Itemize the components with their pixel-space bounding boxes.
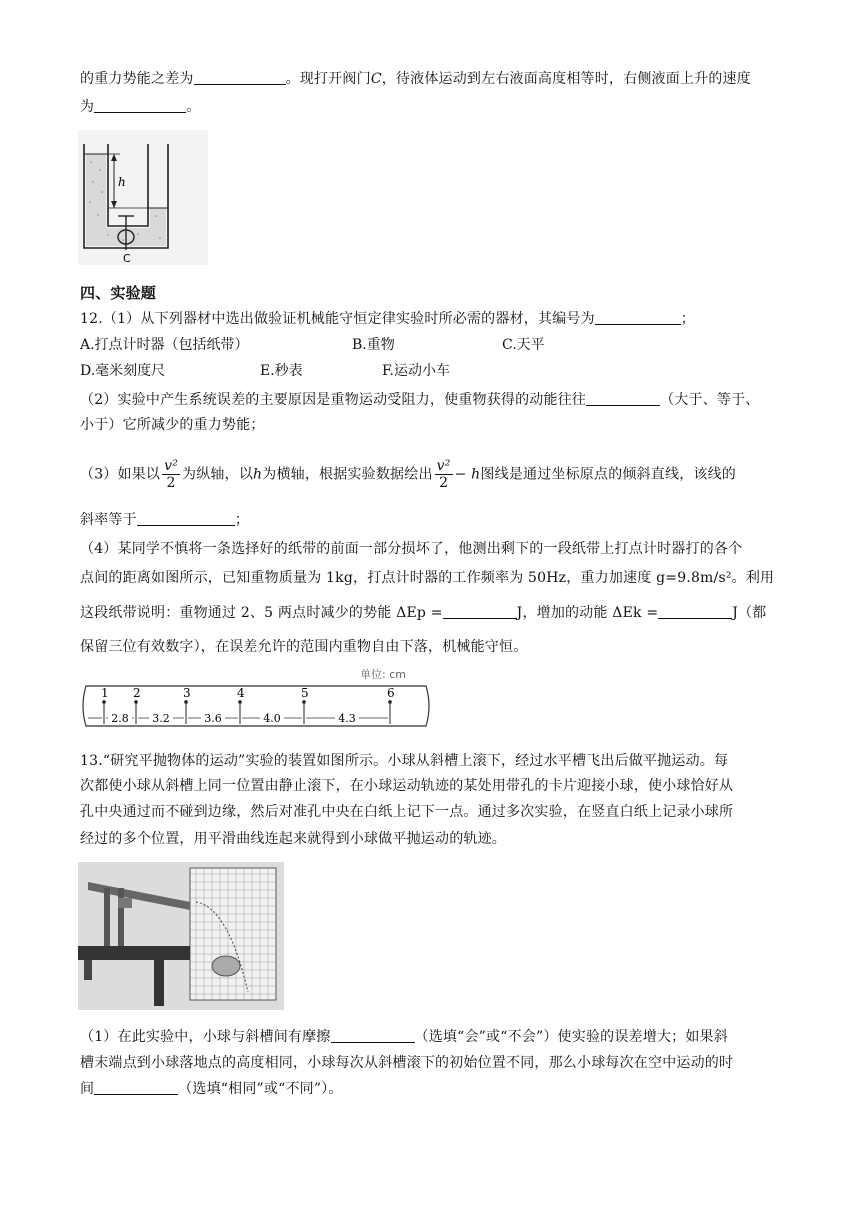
option-d: D.毫米刻度尺	[80, 363, 166, 379]
tape-dot	[388, 700, 392, 704]
u-tube-figure	[78, 130, 208, 265]
text-line	[80, 538, 784, 560]
answer-blank[interactable]	[595, 308, 681, 325]
text: （2）实验中产生系统误差的主要原因是重物运动受阻力，使重物获得的动能往往	[80, 392, 587, 408]
text-line	[80, 750, 784, 772]
distance-label: 4.3	[338, 712, 356, 725]
fraction-v2-over-2	[435, 458, 453, 491]
valve-label: C	[370, 71, 382, 87]
text-line	[80, 1052, 784, 1074]
tape-point-label: 5	[301, 686, 309, 700]
text: 小于）它所减少的重力势能；	[80, 417, 265, 433]
text: 13.“研究平抛物体的运动”实验的装置如图所示。小球从斜槽上滚下，经过水平槽飞出后做平抛运动。每	[80, 753, 729, 769]
answer-blank[interactable]	[94, 1078, 178, 1095]
projectile-apparatus-figure	[78, 862, 284, 1010]
text: （选填“会”或“不会”）使实验的误差增大；如果斜	[414, 1029, 728, 1045]
answer-blank[interactable]	[586, 389, 660, 406]
text-line	[80, 389, 784, 411]
text-line	[80, 567, 784, 589]
fraction-numerator: v²	[436, 458, 451, 474]
text: 。	[186, 99, 201, 115]
text-line	[80, 775, 784, 797]
answer-blank[interactable]	[658, 602, 732, 619]
text: ，待液体运动到左右液面高度相等时，右侧液面上升的速度	[381, 71, 751, 87]
tape-points	[88, 686, 395, 725]
text-line	[80, 1026, 784, 1048]
distance-label: 2.8	[111, 712, 129, 725]
option-a: A.打点计时器（包括纸带）	[80, 337, 249, 353]
fraction-v2-over-2	[162, 458, 180, 491]
right-liquid	[150, 208, 166, 228]
text: 12.（1）从下列器材中选出做验证机械能守恒定律实验时所必需的器材，其编号为	[80, 311, 595, 327]
text: J，增加的动能 ΔEk =	[516, 605, 659, 621]
distance-label: 3.6	[204, 712, 222, 725]
projectile-apparatus-diagram	[78, 862, 284, 1010]
answer-blank[interactable]	[443, 602, 517, 619]
table-top	[78, 946, 190, 960]
h-label: h	[118, 175, 126, 189]
text-line	[80, 602, 784, 624]
text: （3）如果以	[80, 466, 161, 483]
minus-h: − h	[454, 466, 481, 483]
fraction-denominator: 2	[166, 475, 176, 491]
text: 的重力势能之差为	[80, 71, 194, 87]
tape-point-label: 4	[237, 686, 245, 700]
fraction-denominator: 2	[439, 475, 449, 491]
text-line	[80, 458, 784, 491]
text: 为纵轴，以	[182, 466, 254, 483]
option-c: C.天平	[502, 337, 545, 353]
text-line	[80, 96, 784, 118]
text: 次都使小球从斜槽上同一位置由静止滚下，在小球运动轨迹的某处用带孔的卡片迎接小球，使小球恰好从	[80, 778, 734, 794]
text: 保留三位有效数字），在误差允许的范围内重物自由下落，机械能守恒。	[80, 639, 528, 655]
h-variable: h	[253, 466, 263, 483]
left-liquid	[86, 154, 106, 228]
text-line	[80, 308, 784, 330]
distance-label: 3.2	[152, 712, 170, 725]
paper-tape-diagram	[80, 662, 436, 744]
text-line	[80, 801, 784, 823]
text: 孔中央通过而不碰到边缘，然后对准孔中央在白纸上记下一点。通过多次实验，在竖直白纸上记录小球所	[80, 804, 734, 820]
text: 。现打开阀门	[285, 71, 371, 87]
text: 这段纸带说明：重物通过 2、5 两点时减少的势能 ΔEp =	[80, 605, 443, 621]
tape-point-label: 1	[101, 686, 109, 700]
valve-c-label: C	[123, 252, 131, 265]
text: 图线是通过坐标原点的倾斜直线，该线的	[480, 466, 736, 483]
text: 经过的多个位置，用平滑曲线连起来就得到小球做平抛运动的轨迹。	[80, 831, 506, 847]
paper-tape-figure	[80, 662, 436, 744]
section-title: 四、实验题	[80, 284, 157, 302]
text: ；	[680, 311, 695, 327]
option-e: E.秒表	[260, 363, 303, 379]
option-b: B.重物	[352, 337, 395, 353]
tape-dot	[102, 700, 106, 704]
text: （大于、等于、	[660, 392, 760, 408]
text-line	[80, 509, 784, 531]
text: 点间的距离如图所示，已知重物质量为 1kg，打点计时器的工作频率为 50Hz，重力加速度 g=9.8m/s²。利用	[80, 570, 775, 586]
hand	[212, 956, 240, 976]
text-line	[80, 68, 784, 90]
tape-dot	[134, 700, 138, 704]
answer-blank[interactable]	[194, 68, 286, 85]
text: 为	[80, 99, 95, 115]
fraction-numerator: v²	[164, 458, 179, 474]
text-line	[80, 1078, 784, 1100]
tape-point-label: 2	[133, 686, 141, 700]
tape-point-label: 6	[387, 686, 395, 700]
text: 槽末端点到小球落地点的高度相同，小球每次从斜槽滚下的初始位置不同，那么小球每次在空中运动的时	[80, 1055, 734, 1071]
unit-label: 单位: cm	[360, 668, 406, 681]
incline-support	[104, 888, 110, 946]
answer-blank[interactable]	[137, 509, 235, 526]
distance-label: 4.0	[263, 712, 281, 725]
text-line	[80, 414, 784, 436]
tape-dot	[302, 700, 306, 704]
option-f: F.运动小车	[382, 363, 450, 379]
text-line	[80, 828, 784, 850]
text: J（都	[732, 605, 767, 621]
answer-blank[interactable]	[331, 1026, 415, 1043]
text-line	[80, 636, 784, 658]
u-tube-diagram	[78, 130, 208, 265]
tape-dot	[238, 700, 242, 704]
table-leg	[154, 960, 164, 1006]
text: 斜率等于	[80, 512, 137, 528]
grid-board	[190, 868, 276, 1000]
text: 为横轴，根据实验数据绘出	[262, 466, 433, 483]
text: 间	[80, 1081, 95, 1097]
text: ；	[234, 512, 250, 528]
text: （1）在此实验中，小球与斜槽间有摩擦	[80, 1029, 331, 1045]
answer-blank[interactable]	[94, 96, 186, 113]
tape-point-label: 3	[183, 686, 191, 700]
text: （选填“相同”或“不同”）。	[178, 1081, 343, 1097]
tape-dot	[184, 700, 188, 704]
text: （4）某同学不慎将一条选择好的纸带的前面一部分损坏了，他测出剩下的一段纸带上打点计时器打的各个	[80, 541, 743, 557]
